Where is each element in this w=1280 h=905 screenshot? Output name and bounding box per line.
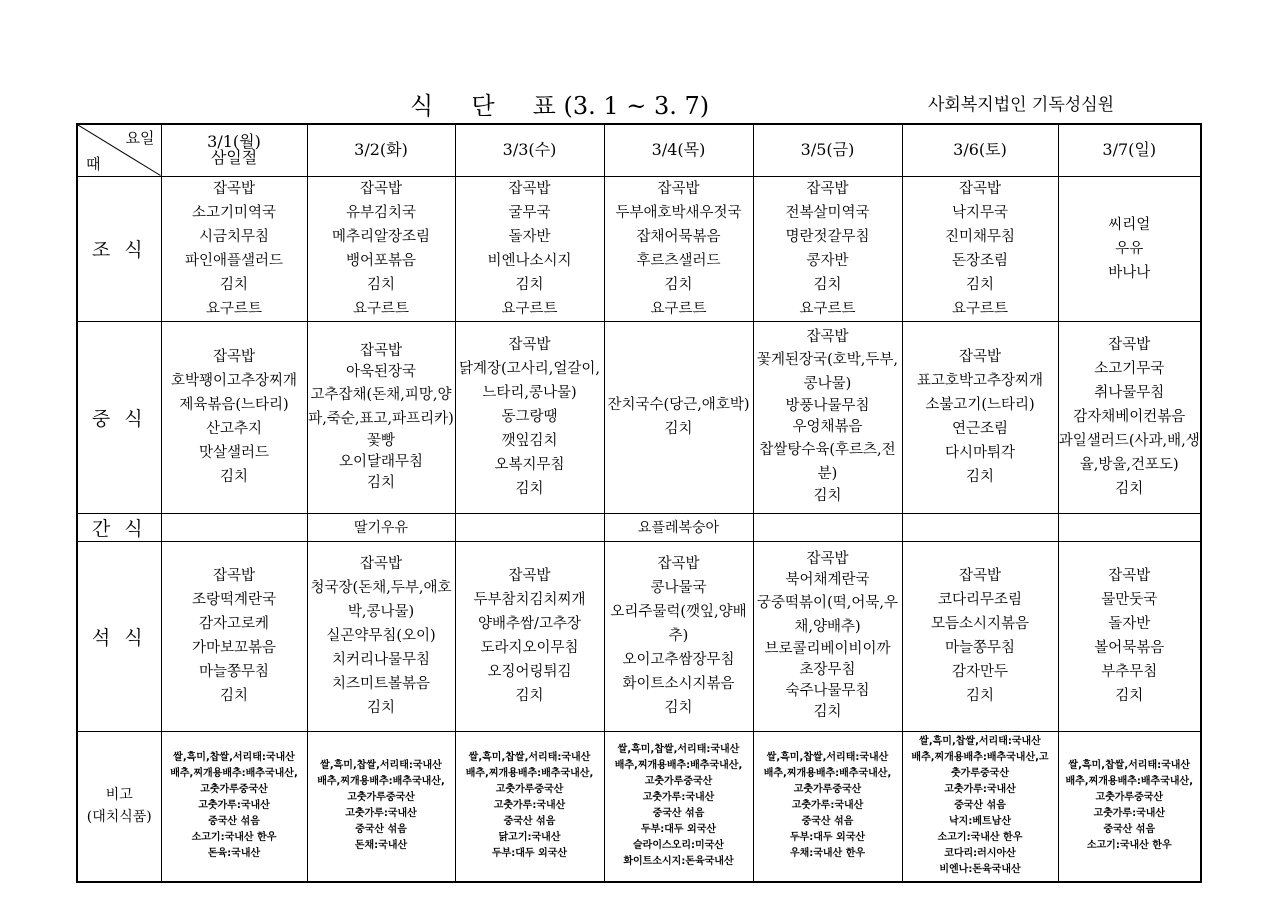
menu-item: 요구르트 [951, 300, 1009, 317]
menu-item: 치커리나물무침 [331, 652, 431, 668]
menu-item: 돌자반 [1108, 616, 1151, 632]
menu-item: 잡곡밥 [508, 568, 551, 584]
snack-cell-day-6 [902, 513, 1058, 541]
origin-note: 고춧가루:국내산 [345, 808, 417, 820]
notes-cell-day-5 [753, 731, 902, 882]
menu-item: 감자만두 [951, 664, 1009, 680]
menu-item: 파인애플샐러드 [184, 252, 284, 269]
weekday-header-label: 요일 [125, 129, 155, 147]
menu-item: 맛살샐러드 [198, 445, 270, 461]
notes-cell-day-6 [902, 731, 1058, 882]
menu-item: 마늘쫑무침 [944, 640, 1016, 656]
menu-item: 소불고기(느타리) [925, 397, 1035, 413]
lunch-cell-day-4 [604, 321, 753, 513]
menu-item: 양배추쌈/고추장 [478, 616, 581, 632]
menu-item: 잔치국수(당근,애호박) [607, 397, 750, 413]
menu-item: 씨리얼 [1108, 216, 1151, 233]
origin-note: 배추,찌개용배추:배추국내산, [465, 768, 594, 780]
menu-item: 두부참치김치찌개 [473, 592, 586, 608]
dinner-cell-day-6 [902, 541, 1058, 731]
lunch-cell-day-7 [1058, 321, 1201, 513]
origin-note: 고춧가루:국내산 [642, 792, 715, 804]
breakfast-row [77, 176, 1201, 321]
menu-item: 요구르트 [799, 300, 856, 317]
menu-item: 잡곡밥 [806, 329, 849, 345]
day-header-7 [1058, 124, 1201, 176]
menu-item: 전복살미역국 [785, 204, 870, 221]
menu-item: 화이트소시지볶음 [622, 676, 735, 692]
menu-item: 잡곡밥 [508, 180, 551, 197]
day-header-6 [902, 124, 1058, 176]
lunch-cell-day-5 [753, 321, 902, 513]
origin-note: 고춧가루중국산 [644, 776, 713, 788]
menu-item: 잡곡밥 [806, 180, 849, 197]
day-date: 3/1(월) [207, 132, 261, 152]
menu-item: 꽃빵 [366, 432, 395, 449]
menu-item: 오복지무침 [494, 457, 565, 473]
meal-label-breakfast: 조 식 [77, 176, 161, 321]
day-header-3 [455, 124, 604, 176]
breakfast-cell-day-7 [1058, 176, 1201, 321]
origin-note: 두부:대두 외국산 [789, 832, 866, 844]
lunch-cell-day-2 [307, 321, 455, 513]
breakfast-cell-day-4 [604, 176, 753, 321]
notes-cell-day-3 [455, 731, 604, 882]
snack-row [77, 513, 1201, 541]
menu-item: 잡곡밥 [806, 551, 849, 567]
menu-item: 김치 [366, 474, 395, 491]
menu-item: 산고추지 [205, 421, 263, 437]
menu-item: 김치 [813, 488, 842, 504]
origin-note: 중국산 섞음 [801, 816, 854, 828]
menu-item: 초장무침 [799, 662, 856, 678]
menu-item: 제육볶음(느타리) [179, 397, 289, 413]
origin-note: 배추,찌개용배추:배추국내산,고 [911, 752, 1049, 764]
menu-item: 김치 [219, 469, 248, 485]
breakfast-cell-day-2 [307, 176, 455, 321]
menu-item: 물만둣국 [1101, 592, 1158, 608]
menu-item: 잡곡밥 [958, 568, 1002, 584]
menu-item: 감자고로케 [198, 616, 270, 632]
menu-item: 우엉채볶음 [792, 419, 863, 435]
menu-item: 잡곡밥 [958, 349, 1002, 365]
menu-item: 오이고추쌈장무침 [622, 652, 735, 668]
corner-header-cell [77, 124, 161, 176]
origin-note: 배추,찌개용배추:배추국내산, [170, 768, 298, 780]
origin-note: 두부:대두 외국산 [491, 848, 568, 860]
menu-item: 잡곡밥 [958, 180, 1002, 197]
menu-item: 김치 [1115, 688, 1144, 704]
menu-item: 치즈미트볼볶음 [331, 676, 431, 692]
origin-note: 비엔나:돈육국내산 [939, 864, 1021, 876]
menu-item: 메추리알장조림 [331, 228, 431, 245]
menu-item: 아욱된장국 [345, 363, 417, 380]
origin-note: 고춧가루:국내산 [493, 800, 566, 812]
menu-item: 김치 [664, 700, 693, 716]
menu-item: 오이달래무침 [338, 453, 424, 470]
menu-item: 김치 [515, 481, 544, 497]
menu-item: 김치 [366, 700, 395, 716]
snack-cell-day-1 [161, 513, 307, 541]
menu-item: 돌자반 [508, 228, 551, 245]
menu-item: 김치 [366, 276, 395, 293]
dinner-cell-day-4 [604, 541, 753, 731]
notes-sublabel: (대치식품) [86, 809, 152, 826]
menu-item: 김치 [1115, 481, 1144, 497]
menu-item: 꽃게된장국(호박,두부,콩나물) [757, 352, 898, 392]
menu-item: 가마보꼬볶음 [191, 640, 277, 656]
menu-item: 굴무국 [508, 204, 551, 221]
day-header-4 [604, 124, 753, 176]
dinner-cell-day-7 [1058, 541, 1201, 731]
day-date: 3/4(목) [651, 140, 706, 160]
origin-note: 배추,찌개용배추:배추국내산, [317, 776, 445, 788]
menu-item: 김치 [219, 276, 248, 293]
menu-item: 김치 [515, 276, 544, 293]
snack-cell-day-7 [1058, 513, 1201, 541]
origin-note: 쌀,흑미,찹쌀,서리태:국내산 [320, 760, 442, 772]
meal-label-dinner: 석 식 [77, 541, 161, 731]
notes-label: 비고 [105, 787, 133, 804]
menu-table [76, 123, 1202, 883]
day-date: 3/5(금) [800, 140, 855, 160]
menu-item: 잡곡밥 [359, 342, 403, 359]
lunch-cell-day-1 [161, 321, 307, 513]
menu-item: 브로콜리베이비이까 [764, 641, 891, 657]
origin-note: 춧가루중국산 [951, 768, 1009, 780]
menu-item: 콩자반 [806, 252, 849, 269]
menu-item: 잡곡밥 [359, 556, 403, 572]
menu-item: 오징어링튀김 [487, 664, 572, 680]
menu-item: 닭계장(고사리,얼갈이,느타리,콩나물) [459, 361, 600, 401]
menu-item: 호박꽹이고추장찌개 [170, 373, 298, 389]
notes-label-cell [77, 731, 161, 882]
origin-note: 고춧가루중국산 [1095, 792, 1164, 804]
menu-item: 동그랑땡 [501, 409, 558, 425]
day-holiday: 삼일절 [210, 148, 258, 168]
origin-note: 배추,찌개용배추:배추국내산, [763, 768, 892, 780]
menu-item: 연근조림 [951, 421, 1009, 437]
menu-item: 잡곡밥 [212, 349, 256, 365]
dinner-cell-day-5 [753, 541, 902, 731]
menu-item: 표고호박고추장찌개 [916, 373, 1044, 389]
menu-item: 잡곡밥 [1108, 337, 1151, 353]
origin-note: 배추,찌개용배추:배추국내산, [1065, 776, 1194, 788]
menu-item: 코다리무조림 [937, 592, 1023, 608]
menu-item: 요구르트 [352, 300, 410, 317]
origin-note: 중국산 섞음 [208, 816, 260, 828]
organization-name: 사회복지법인 기독성심원 [928, 95, 1115, 115]
menu-item: 실곤약무침(오이) [326, 628, 436, 644]
origin-note: 고춧가루중국산 [495, 784, 564, 796]
snack-cell-day-4: 요플레복숭아 [604, 513, 753, 541]
menu-item: 뱅어포볶음 [345, 252, 417, 269]
snack-cell-day-2: 딸기우유 [307, 513, 455, 541]
meal-time-header-label: 때 [86, 154, 101, 173]
menu-item: 잡곡밥 [212, 568, 256, 584]
notes-cell-day-7 [1058, 731, 1201, 882]
origin-note: 고춧가루중국산 [347, 792, 415, 804]
menu-item: 방풍나물무침 [785, 398, 870, 414]
menu-item: 잡곡밥 [657, 556, 700, 572]
menu-item: 궁중떡볶이(떡,어묵,우채,양배추) [757, 595, 898, 635]
menu-item: 감자채베이컨볶음 [1073, 409, 1186, 425]
menu-item: 비엔나소시지 [487, 252, 572, 269]
menu-item: 취나물무침 [1094, 385, 1165, 401]
menu-item: 두부애호박새우젓국 [615, 204, 742, 221]
origin-note: 고춧가루중국산 [200, 784, 268, 796]
origin-note: 낙지:베트남산 [949, 816, 1011, 828]
origin-note: 배추,찌개용배추:배추국내산, [614, 760, 743, 772]
origin-note: 코다리:러시아산 [944, 848, 1016, 860]
page-title: 식 단 표 (3. 1 ~ 3. 7) [410, 92, 710, 120]
menu-item: 오리주물럭(깻잎,양배추) [610, 604, 747, 644]
origin-note: 고춧가루:국내산 [944, 784, 1016, 796]
lunch-cell-day-3 [455, 321, 604, 513]
day-date: 3/7(일) [1102, 140, 1157, 160]
menu-item: 부추무침 [1101, 664, 1158, 680]
menu-item: 잡곡밥 [359, 180, 403, 197]
meal-label-lunch: 중 식 [77, 321, 161, 513]
origin-note: 우채:국내산 한우 [789, 848, 866, 860]
breakfast-cell-day-3 [455, 176, 604, 321]
menu-item: 후르츠샐러드 [636, 252, 721, 269]
day-header-5 [753, 124, 902, 176]
menu-item: 김치 [965, 469, 994, 485]
origin-note: 중국산 섞음 [652, 808, 705, 820]
menu-item: 요구르트 [650, 300, 707, 317]
menu-item: 과일샐러드(사과,배,생율,방울,건포도) [1058, 433, 1200, 473]
header-row [77, 124, 1201, 176]
origin-note: 고춧가루:국내산 [1093, 808, 1166, 820]
origin-note: 쌀,흑미,찹쌀,서리태:국내산 [468, 752, 591, 764]
menu-item: 낙지무국 [951, 204, 1009, 221]
menu-item: 김치 [965, 688, 994, 704]
origin-note: 두부:대두 외국산 [640, 824, 717, 836]
menu-item: 잡곡밥 [657, 180, 700, 197]
menu-item: 찹쌀탕수육(후르츠,전분) [759, 442, 896, 482]
menu-item: 김치 [813, 276, 842, 293]
origin-note: 고춧가루:국내산 [791, 800, 864, 812]
menu-item: 콩나물국 [650, 580, 707, 596]
menu-item: 깻잎김치 [501, 433, 558, 449]
notes-cell-day-4 [604, 731, 753, 882]
origin-note: 소고기:국내산 한우 [1086, 840, 1172, 852]
origin-note: 쌀,흑미,찹쌀,서리태:국내산 [173, 752, 295, 764]
notes-cell-day-2 [307, 731, 455, 882]
menu-item: 명란젓갈무침 [785, 228, 870, 245]
dinner-cell-day-3 [455, 541, 604, 731]
menu-item: 모듬소시지볶음 [930, 616, 1030, 632]
origin-note: 쌀,흑미,찹쌀,서리태:국내산 [1068, 760, 1191, 772]
dinner-cell-day-1 [161, 541, 307, 731]
menu-item: 잡채어묵볶음 [636, 228, 721, 245]
origin-note: 고춧가루중국산 [793, 784, 862, 796]
menu-item: 유부김치국 [345, 204, 417, 221]
origin-note: 화이트소시지:돈육국내산 [623, 856, 734, 868]
menu-item: 도라지오이무침 [480, 640, 579, 656]
origin-note: 중국산 섞음 [954, 800, 1006, 812]
notes-row [77, 731, 1201, 882]
origin-note: 닭고기:국내산 [498, 832, 561, 844]
lunch-row [77, 321, 1201, 513]
menu-item: 청국장(돈채,두부,애호박,콩나물) [310, 580, 452, 620]
origin-note: 쌀,흑미,찹쌀,서리태:국내산 [766, 752, 889, 764]
origin-note: 소고기:국내산 한우 [937, 832, 1023, 844]
dinner-row [77, 541, 1201, 731]
menu-item: 북어채계란국 [785, 572, 870, 588]
menu-item: 요구르트 [501, 300, 558, 317]
breakfast-cell-day-1 [161, 176, 307, 321]
day-date: 3/3(수) [502, 140, 557, 160]
menu-item: 진미채무침 [944, 228, 1016, 245]
origin-note: 쌀,흑미,찹쌀,서리태:국내산 [919, 736, 1041, 748]
menu-item: 김치 [219, 688, 248, 704]
menu-item: 돈장조림 [951, 252, 1009, 269]
menu-item: 조랑떡계란국 [191, 592, 277, 608]
notes-cell-day-1 [161, 731, 307, 882]
origin-note: 소고기:국내산 한우 [191, 832, 277, 844]
day-date: 3/2(화) [354, 140, 408, 160]
day-header-1 [161, 124, 307, 176]
menu-item: 소고기무국 [1094, 361, 1165, 377]
breakfast-cell-day-5 [753, 176, 902, 321]
menu-item: 김치 [664, 421, 693, 437]
menu-item: 우유 [1115, 240, 1144, 257]
origin-note: 중국산 섞음 [503, 816, 556, 828]
menu-item: 잡곡밥 [212, 180, 256, 197]
day-header-2 [307, 124, 455, 176]
dinner-cell-day-2 [307, 541, 455, 731]
menu-item: 바나나 [1108, 264, 1151, 281]
menu-item: 숙주나물무침 [785, 683, 870, 699]
menu-item: 시금치무침 [198, 228, 270, 245]
menu-item: 김치 [965, 276, 994, 293]
menu-item: 김치 [664, 276, 693, 293]
menu-item: 볼어묵볶음 [1094, 640, 1165, 656]
menu-item: 고추잡채(돈채,피망,양파,죽순,표고,파프리카) [308, 386, 454, 427]
origin-note: 슬라이스오리:미국산 [633, 840, 724, 852]
menu-item: 김치 [813, 704, 842, 720]
snack-cell-day-5 [753, 513, 902, 541]
menu-item: 김치 [515, 688, 544, 704]
origin-note: 돈육:국내산 [207, 848, 261, 860]
origin-note: 중국산 섞음 [355, 824, 407, 836]
menu-item: 잡곡밥 [508, 337, 551, 353]
origin-note: 돈채:국내산 [354, 840, 408, 852]
menu-item: 다시마튀각 [944, 445, 1016, 461]
day-date: 3/6(토) [953, 140, 1007, 160]
origin-note: 중국산 섞음 [1103, 824, 1156, 836]
menu-item: 소고기미역국 [191, 204, 277, 221]
menu-item: 잡곡밥 [1108, 568, 1151, 584]
menu-item: 요구르트 [205, 300, 263, 317]
lunch-cell-day-6 [902, 321, 1058, 513]
origin-note: 고춧가루:국내산 [198, 800, 270, 812]
breakfast-cell-day-6 [902, 176, 1058, 321]
meal-label-snack: 간 식 [77, 513, 161, 541]
snack-cell-day-3 [455, 513, 604, 541]
origin-note: 쌀,흑미,찹쌀,서리태:국내산 [617, 744, 740, 756]
menu-item: 마늘쫑무침 [198, 664, 270, 680]
